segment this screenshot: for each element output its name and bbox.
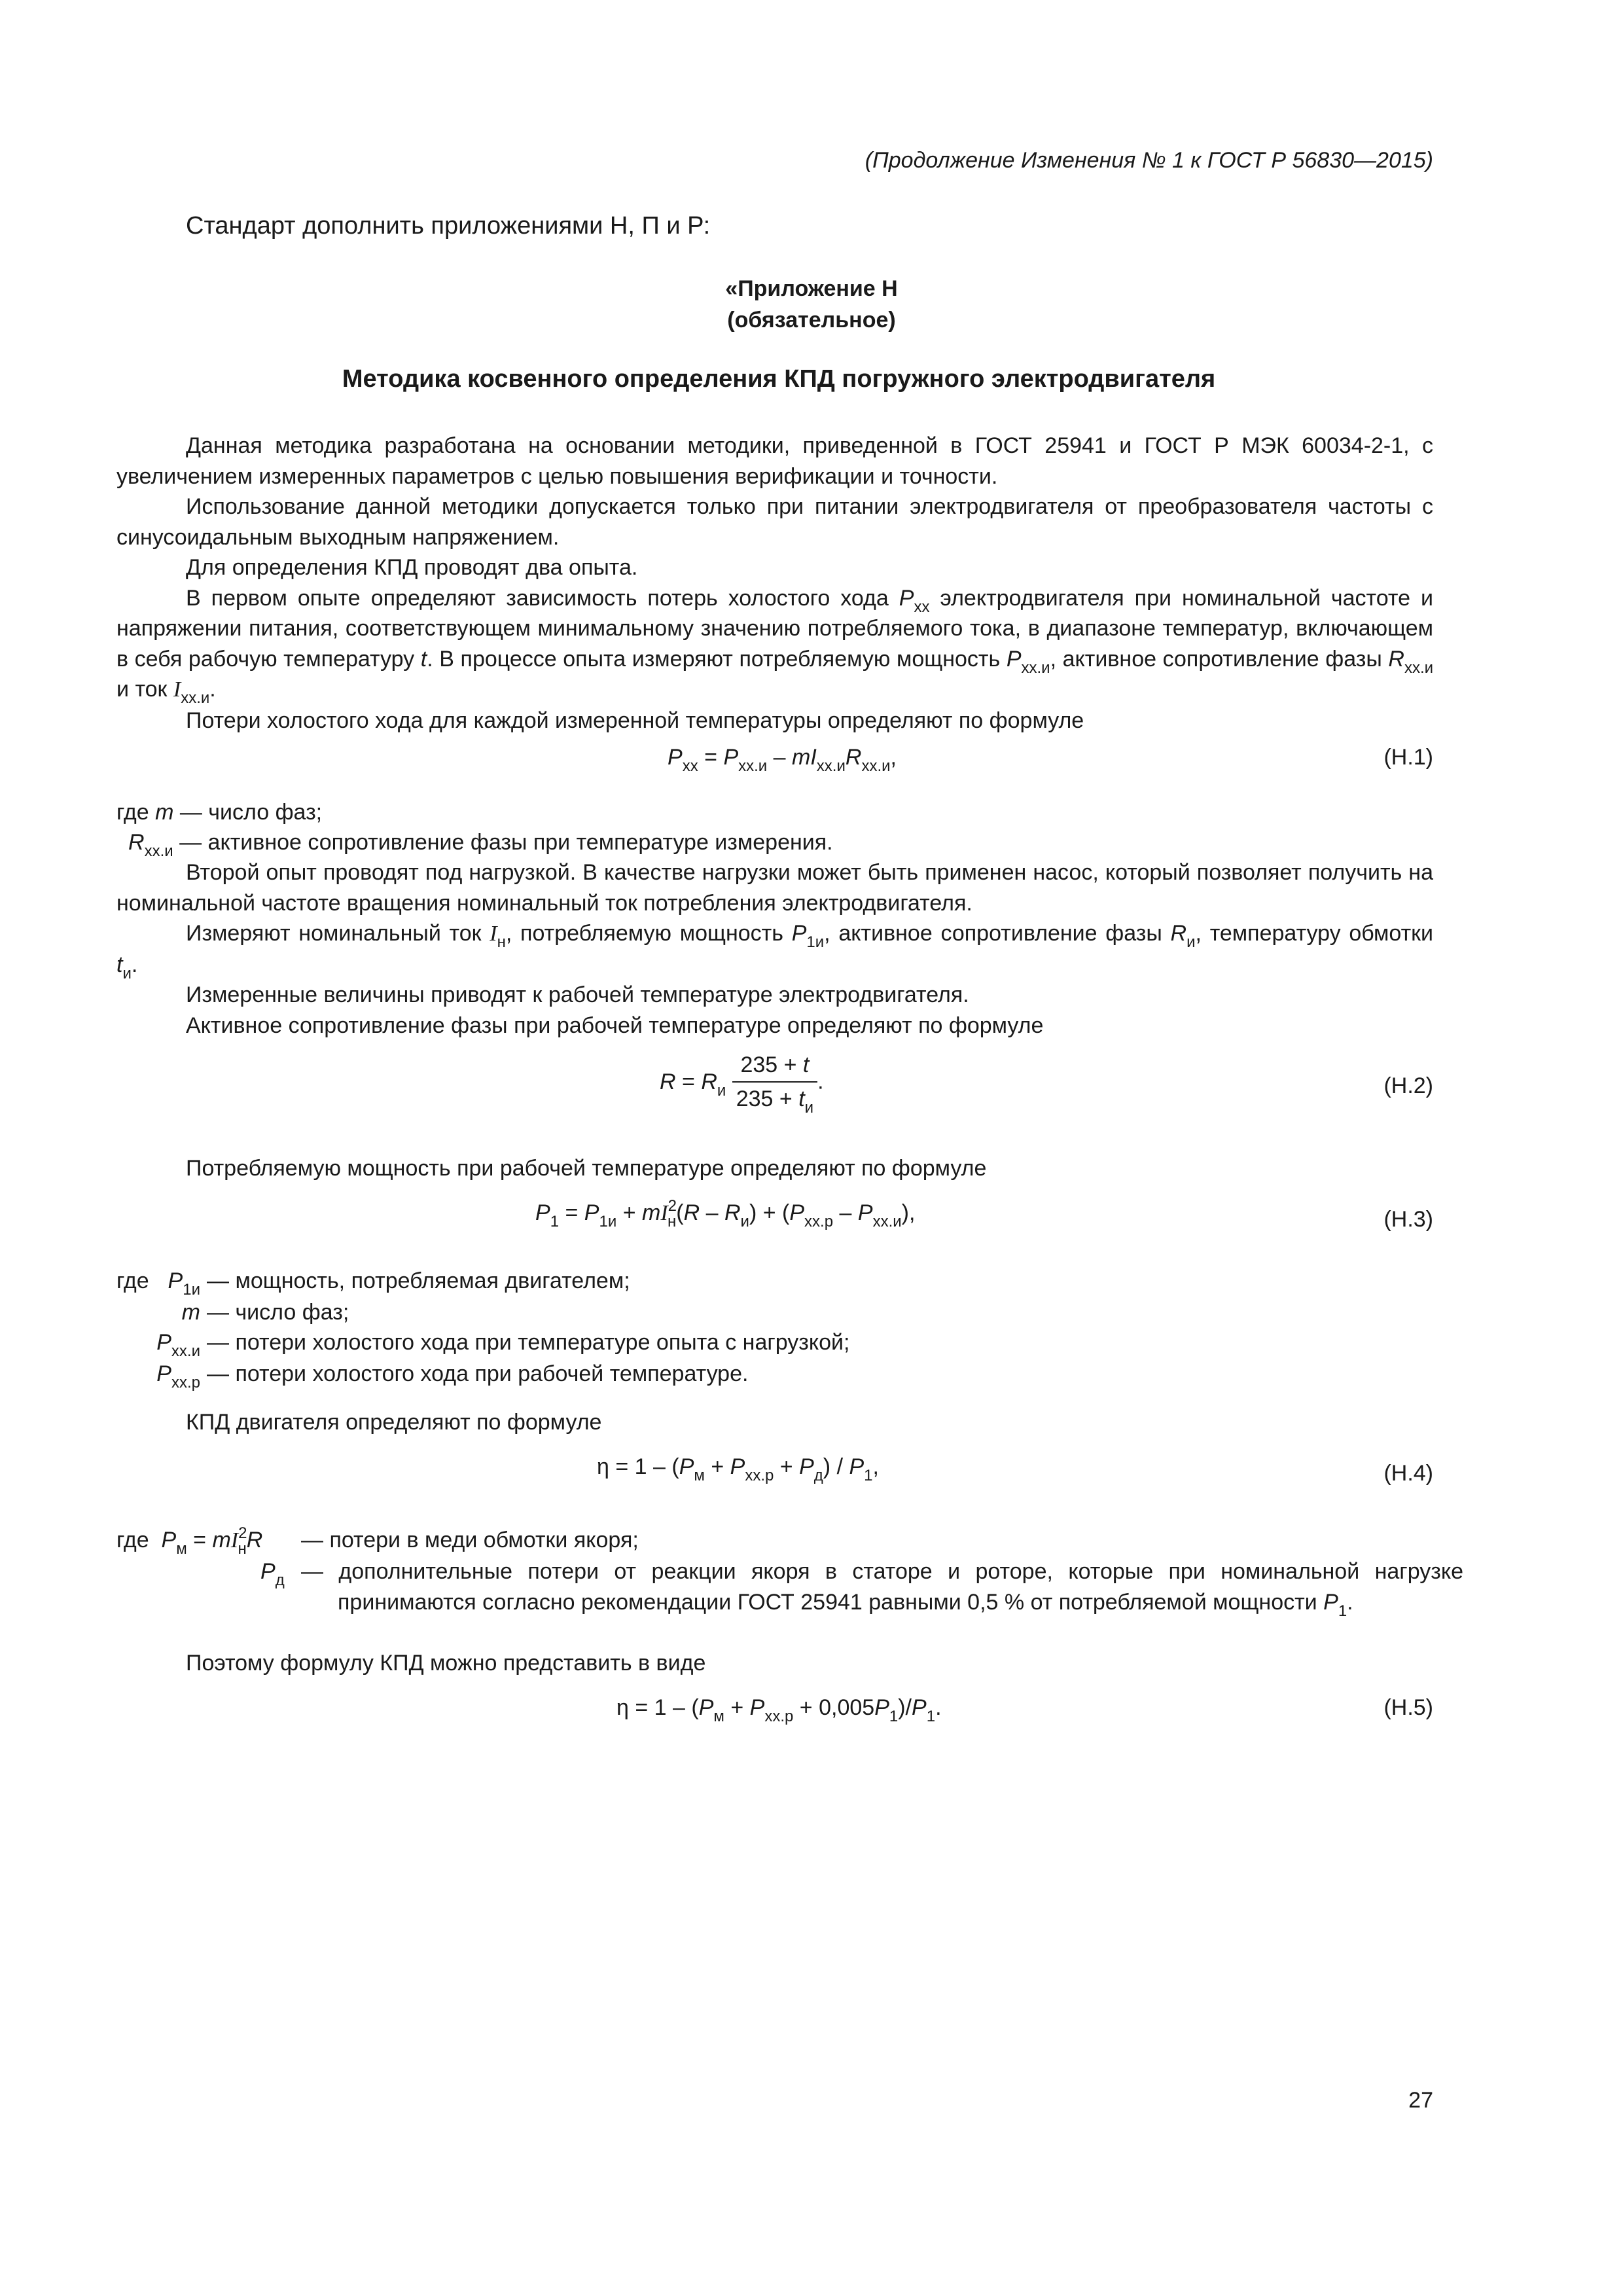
where-pd-text: — дополнительные потери от реакции якоря в статоре и роторе, которые при номинальной нагрузке принимаются согласно рекомендации ГОСТ 25941 равными 0,5 % от потребляемой мощности $P_1$.: [301, 1559, 1463, 1620]
where-pm-text: — потери в меди обмотки якоря;: [301, 1528, 639, 1552]
paragraph-5: Потери холостого хода для каждой измеренной температуры определяют по формуле: [186, 708, 1084, 733]
equation-number-n1: (Н.1): [1383, 745, 1433, 770]
appendix-status: (обязательное): [727, 308, 896, 332]
equation-n3: $P_1 = P_{1и} + mI^2_н(R - R_и) + (P_{хх.р} - P_{хх.и})$,: [535, 1197, 916, 1230]
where-pm: где $P_м = mI^2_нR$: [116, 1524, 263, 1558]
fraction: $\frac{235 + t}{235 + t_и}$: [732, 1049, 817, 1115]
paragraph-3: Для определения КПД проводят два опыта.: [186, 555, 638, 580]
where-pd-symbol: $P_д$: [260, 1559, 285, 1589]
appendix-title: [0, 274, 1623, 304]
body-block-2: [116, 857, 1433, 1041]
page-number: 27: [1408, 2088, 1433, 2113]
intro-line: Стандарт дополнить приложениями Н, П и Р:: [186, 212, 711, 240]
where-item-text: — потери холостого хода при температуре опыта с нагрузкой;: [207, 1330, 850, 1355]
equation-n1: $P_{хх} = P_{хх.и} - mI_{хх.и}R_{хх.и}$,: [668, 745, 897, 775]
where-symbol: $P_{1и}$: [168, 1268, 200, 1299]
paragraph-6: Второй опыт проводят под нагрузкой. В качестве нагрузки может быть применен насос, который позволяет получить на номинальной частоте вращения номинальный ток потребления электродвигателя.: [116, 860, 1433, 916]
where-word-3: где: [116, 1268, 149, 1293]
equation-n2: $R = R_и$ $\frac{235 + t}{235 + t_и}$ .: [660, 1049, 824, 1115]
where-symbol: $P_{хх.и}$: [156, 1330, 200, 1360]
appendix-label: «Приложение Н: [725, 276, 898, 301]
where-item-text: — потери холостого хода при рабочей температуре.: [207, 1361, 749, 1386]
paragraph-2: Использование данной методики допускается только при питании электродвигателя от преобразователя частоты с синусоидальным выходным напряжением.: [116, 494, 1433, 550]
paragraph-7: Измеряют номинальный ток $I_н$, потребляемую мощность $P_{1и}$, активное сопротивление фазы $R_и$, температуру обмотки $t_и$.: [116, 921, 1434, 982]
where-r-1: $R_{хх.и}$ — активное сопротивление фазы при температуре измерения.: [128, 830, 833, 860]
appendix-heading: Методика косвенного определения КПД погружного электродвигателя: [342, 365, 1216, 393]
paragraph-4: В первом опыте определяют зависимость потерь холостого хода $P_{хх}$ электродвигателя при номинальной частоте и напряжении питания, соответствующем минимальному значению потребляемого тока, в диапазоне температур, включающем в себя рабочую температуру t. В процессе опыта измеряют потребляемую мощность $P_{хх.и}$, активное сопротивление фазы $R_{хх.и}$ и ток $I_{хх.и}$.: [116, 585, 1434, 707]
equation-number-n5: (Н.5): [1383, 1695, 1433, 1720]
body-block-1: [116, 431, 1433, 736]
where-symbol: $P_{хх.р}$: [156, 1361, 200, 1391]
paragraph-11: КПД двигателя определяют по формуле: [186, 1410, 602, 1435]
where-item-text: — мощность, потребляемая двигателем;: [207, 1268, 630, 1293]
paragraph-10: Потребляемую мощность при рабочей температуре определяют по формуле: [186, 1156, 987, 1181]
continuation-header: (Продолжение Изменения № 1 к ГОСТ Р 56830—2015): [865, 148, 1433, 173]
paragraph-9: Активное сопротивление фазы при рабочей температуре определяют по формуле: [186, 1013, 1044, 1038]
where-item-text: — число фаз;: [207, 1300, 349, 1325]
equation-n5: $\eta = 1 - (P_м + P_{хх.р} + 0,005P_1)/P_1$.: [616, 1695, 942, 1725]
where-symbol: m: [181, 1300, 200, 1325]
paragraph-8: Измеренные величины приводят к рабочей температуре электродвигателя.: [186, 982, 969, 1007]
equation-number-n3: (Н.3): [1383, 1207, 1433, 1232]
paragraph-1: Данная методика разработана на основании методики, приведенной в ГОСТ 25941 и ГОСТ Р МЭК 60034-2-1, с увеличением измеренных параметров с целью повышения верификации и точности.: [116, 433, 1433, 489]
equation-number-n4: (Н.4): [1383, 1461, 1433, 1486]
where-m-1: где m — число фаз;: [116, 800, 323, 825]
equation-number-n2: (Н.2): [1383, 1073, 1433, 1098]
paragraph-12: Поэтому формулу КПД можно представить в виде: [186, 1651, 706, 1676]
equation-n4: $\eta = 1 - (P_м + P_{хх.р} + P_д) / P_1$,: [597, 1454, 879, 1484]
